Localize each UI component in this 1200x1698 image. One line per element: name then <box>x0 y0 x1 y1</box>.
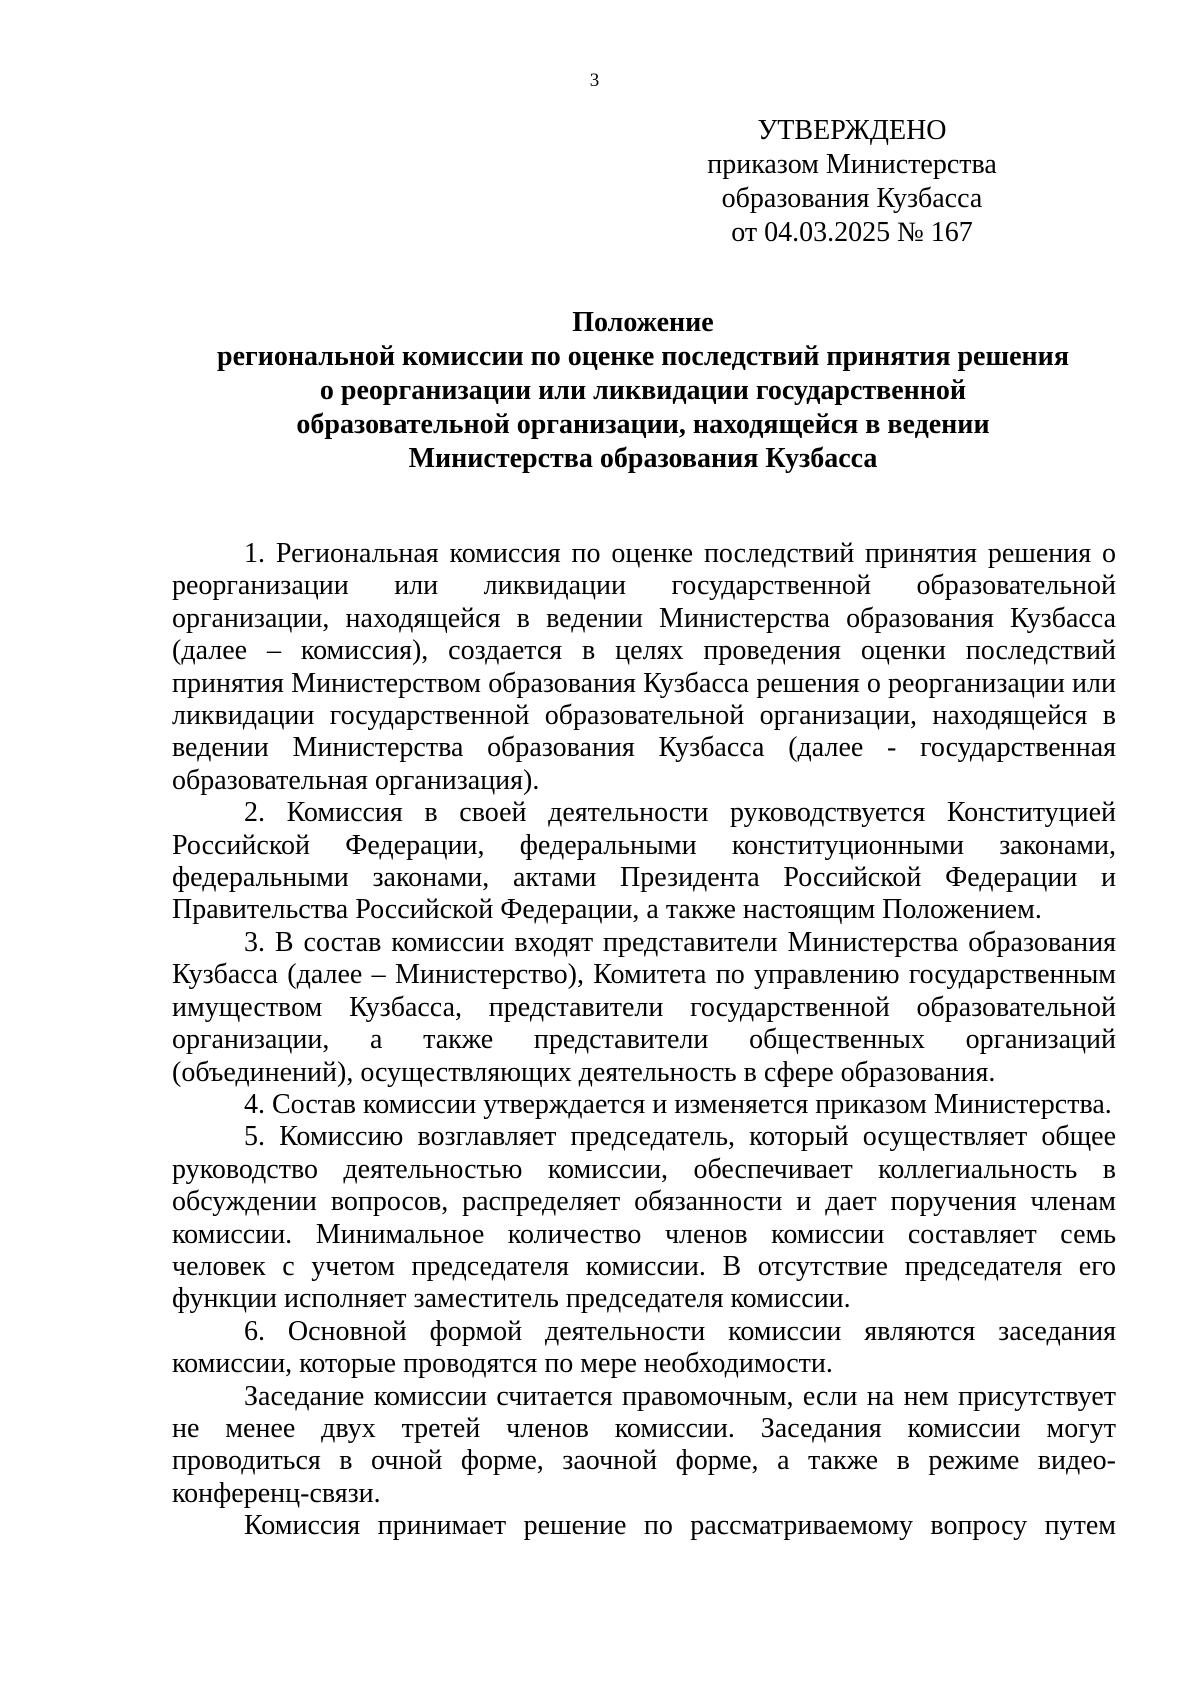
title-line: Министерства образования Кузбасса <box>408 443 878 474</box>
paragraph-3: 3. В состав комиссии входят представители Министерства образования Кузбасса (далее – Министерство), Комитета по управлению государственным имуществом Кузбасса, представители государственной образовательной организации, а также представители общественных организаций (объединений), осуществляющих деятельность в сфере образования. <box>172 926 1116 1088</box>
title-line: региональной комиссии по оценке последствий принятия решения <box>217 341 1069 372</box>
approval-stamp-block <box>700 114 1004 250</box>
title-line: о реорганизации или ликвидации государственной <box>319 375 967 406</box>
approval-heading: УТВЕРЖДЕНО <box>757 115 947 146</box>
paragraph-5: 5. Комиссию возглавляет председатель, который осуществляет общее руководство деятельностью комиссии, обеспечивает коллегиальность в обсуждении вопросов, распределяет обязанности и дает поручения членам комиссии. Минимальное количество членов комиссии составляет семь человек с учетом председателя комиссии. В отсутствие председателя его функции исполняет заместитель председателя комиссии. <box>172 1121 1116 1315</box>
paragraph-4: 4. Состав комиссии утверждается и изменяется приказом Министерства. <box>244 1088 1112 1120</box>
document-title <box>170 306 1116 476</box>
approval-date-number: от 04.03.2025 № 167 <box>731 217 973 248</box>
paragraph-6: 6. Основной формой деятельности комиссии являются заседания комиссии, которые проводятся по мере необходимости. <box>172 1315 1116 1380</box>
document-body <box>172 538 1116 1543</box>
page-number: 3 <box>589 70 600 91</box>
paragraph-2: 2. Комиссия в своей деятельности руководствуется Конституцией Российской Федерации, федеральными конституционными законами, федеральными законами, актами Президента Российской Федерации и Правительства Российской Федерации, а также настоящим Положением. <box>172 797 1116 926</box>
approval-line: приказом Министерства <box>707 149 997 180</box>
paragraph-1: 1. Региональная комиссия по оценке последствий принятия решения о реорганизации или ликвидации государственной образовательной организации, находящейся в ведении Министерства образования Кузбасса (далее – комиссия), создается в целях проведения оценки последствий принятия Министерством образования Кузбасса решения о реорганизации или ликвидации государственной образовательной организации, находящейся в ведении Министерства образования Кузбасса (далее - государственная образовательная организация). <box>172 538 1116 796</box>
paragraph-decision: Комиссия принимает решение по рассматриваемому вопросу путем <box>244 1510 1116 1542</box>
paragraph-quorum: Заседание комиссии считается правомочным, если на нем присутствует не менее двух третей членов комиссии. Заседания комиссии могут проводиться в очной форме, заочной форме, а также в режиме видео-конференц-связи. <box>172 1380 1116 1509</box>
title-line: образовательной организации, находящейся в ведении <box>296 409 990 440</box>
title-line: Положение <box>572 307 714 338</box>
approval-line: образования Кузбасса <box>721 183 983 214</box>
